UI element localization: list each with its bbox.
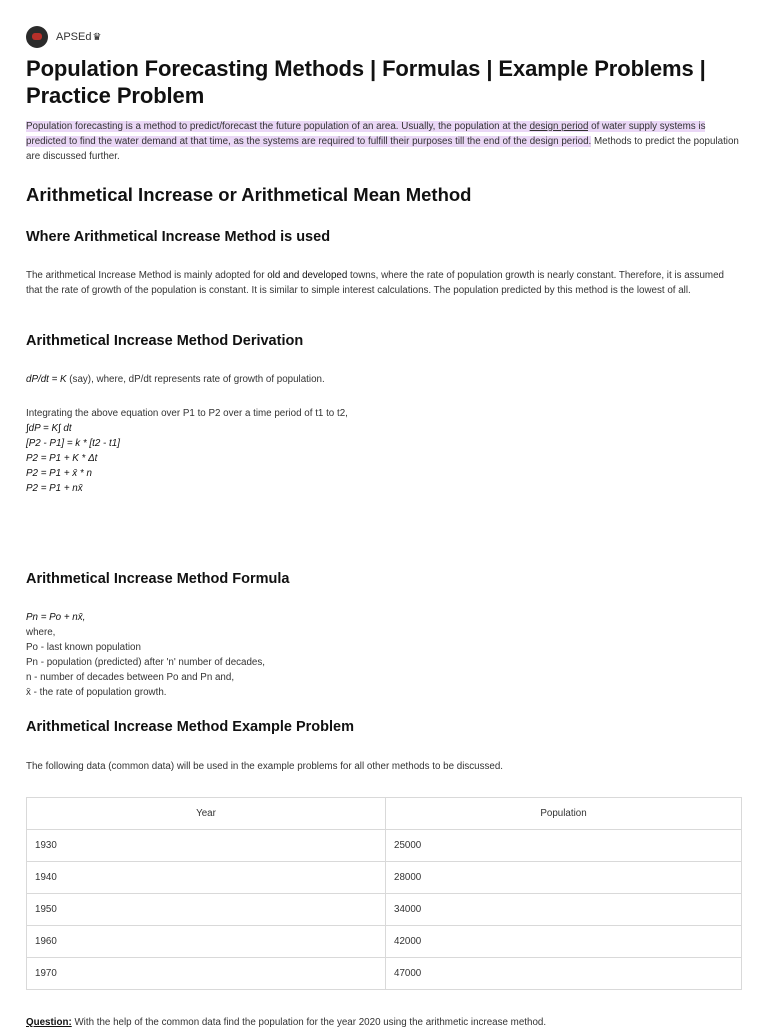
design-period-link[interactable]: design period: [529, 121, 589, 132]
where-text-b: towns, where the rate of population growth is nearly constant. Therefore, it is assumed that the rate of growth of the population is constant. It is similar to simple interest calculations. The population predicted by this method is the lowest of all.: [26, 270, 724, 296]
population-cell: 47000: [386, 958, 742, 990]
derivation-eq: dP/dt = K: [26, 374, 67, 385]
population-table: [26, 797, 742, 990]
formula-definition: x̄ - the rate of population growth.: [26, 687, 167, 698]
table-row: [27, 926, 742, 958]
formula-definition: Po - last known population: [26, 642, 141, 653]
where-text-a: The arithmetical Increase Method is mainly adopted for: [26, 270, 268, 281]
derivation-steps: [26, 421, 742, 496]
derivation-step: P2 = P1 + K * Δt: [26, 453, 98, 464]
table-row: [27, 830, 742, 862]
column-header-population: Population: [386, 798, 742, 830]
where-used-paragraph: [26, 268, 742, 298]
example-heading: Arithmetical Increase Method Example Problem: [26, 719, 354, 735]
example-text: The following data (common data) will be used in the example problems for all other methods to be discussed.: [26, 761, 504, 772]
population-cell: 25000: [386, 830, 742, 862]
section-heading-arithmetical: Arithmetical Increase or Arithmetical Mean Method: [26, 184, 472, 205]
intro-highlight-b: of water supply systems is predicted to find the water demand at that time, as the systems are required to fulfill their purposes till the end of the design period.: [26, 121, 706, 147]
table-row: [27, 862, 742, 894]
derivation-step: [P2 - P1] = k * [t2 - t1]: [26, 438, 120, 449]
year-cell: 1970: [27, 958, 386, 990]
table-row: [27, 894, 742, 926]
table-header-row: [27, 798, 742, 830]
question-text: [26, 1017, 546, 1028]
population-cell: 42000: [386, 926, 742, 958]
year-cell: 1930: [27, 830, 386, 862]
where-used-heading: Where Arithmetical Increase Method is used: [26, 229, 331, 245]
derivation-equation: [26, 372, 742, 387]
year-cell: 1950: [27, 894, 386, 926]
year-cell: 1940: [27, 862, 386, 894]
formula-definition: Pn - population (predicted) after 'n' number of decades,: [26, 657, 266, 668]
derivation-heading: Arithmetical Increase Method Derivation: [26, 333, 304, 349]
page-title: Population Forecasting Methods | Formulas | Example Problems | Practice Problem: [26, 56, 706, 108]
avatar[interactable]: [26, 26, 48, 48]
intro-rest: Methods to predict the population are discussed further.: [26, 136, 739, 162]
year-cell: 1960: [27, 926, 386, 958]
formula-where: where,: [26, 627, 56, 638]
crown-icon: ♛: [92, 31, 102, 43]
formula-heading: Arithmetical Increase Method Formula: [26, 571, 290, 587]
intro-paragraph: [26, 119, 742, 164]
where-bold: old and developed: [267, 270, 348, 281]
author-byline[interactable]: [26, 26, 101, 48]
intro-highlight-a: Population forecasting is a method to predict/forecast the future population of an area. Usually, the population at the: [26, 121, 530, 132]
population-cell: 28000: [386, 862, 742, 894]
formula-block: [26, 610, 742, 700]
derivation-step: P2 = P1 + x̄ * n: [26, 468, 92, 479]
derivation-step: P2 = P1 + nx̄: [26, 483, 83, 494]
question-body: With the help of the common data find the population for the year 2020 using the arithmetic increase method.: [71, 1017, 547, 1028]
population-cell: 34000: [386, 894, 742, 926]
table-row: [27, 958, 742, 990]
formula-definition: n - number of decades between Po and Pn and,: [26, 672, 235, 683]
derivation-eq-rest: (say), where, dP/dt represents rate of growth of population.: [66, 374, 325, 385]
author-name[interactable]: APSEd: [56, 31, 92, 43]
question-label: Question:: [26, 1017, 72, 1028]
column-header-year: Year: [27, 798, 386, 830]
formula: Pn = Po + nx̄,: [26, 612, 86, 623]
derivation-step: ∫dP = K∫ dt: [26, 423, 72, 434]
integrating-text: Integrating the above equation over P1 to P2 over a time period of t1 to t2,: [26, 408, 348, 419]
